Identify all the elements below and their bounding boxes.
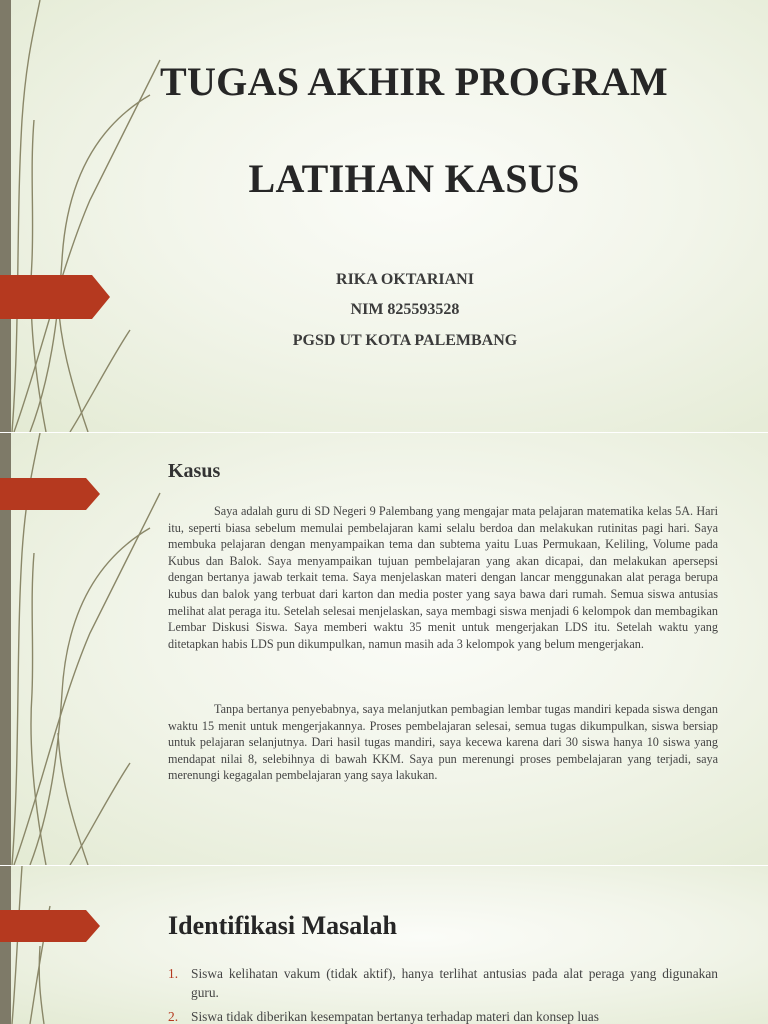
red-arrow-decoration [0,910,100,942]
problem-list [168,964,718,1024]
title-slide [0,0,768,432]
case-heading: Kasus [168,460,221,482]
title-line-2: LATIHAN KASUS [248,156,580,201]
red-arrow-decoration [0,478,100,510]
case-slide [0,433,768,865]
institution: PGSD UT KOTA PALEMBANG [292,332,518,349]
list-item [168,1007,718,1024]
problem-heading: Identifikasi Masalah [168,911,397,940]
student-id: NIM 825593528 [350,301,460,318]
title-line-1: TUGAS AKHIR PROGRAM [160,59,668,104]
list-item [168,964,718,1002]
list-item-text: Siswa kelihatan vakum (tidak aktif), hanya terlihat antusias pada alat peraga yang digunakan guru. [191,966,718,1000]
list-item-number: 2. [168,1009,179,1024]
list-item-text: Siswa tidak diberikan kesempatan bertanya terhadap materi dan konsep luas [191,1009,599,1024]
list-item-number: 1. [168,966,179,981]
problem-identification-slide [0,866,768,1024]
case-paragraph-2: Tanpa bertanya penyebabnya, saya melanjutkan pembagian lembar tugas mandiri kepada siswa dengan waktu 15 menit untuk mengerjakannya. Proses pembelajaran selesai, semua tugas dikumpulkan, siswa bersiap untuk pelajaran selanjutnya. Dari hasil tugas mandiri, saya kecewa karena dari 30 siswa hanya 10 siswa yang mendapat nilai 8, selebihnya di bawah KKM. Saya pun merenungi proses pembelajaran yang terjadi, saya merenungi kegagalan pembelajaran yang saya lakukan. [168,702,718,783]
case-paragraph-1: Saya adalah guru di SD Negeri 9 Palembang yang mengajar mata pelajaran matematika kelas 5A. Hari itu, seperti biasa sebelum memulai pembelajaran kami selalu berdoa dan melakukan rutinitas pagi hari. Saya membuka pelajaran dengan menyampaikan tema dan subtema yaitu Luas Permukaan, Keliling, Volume pada Kubus dan Balok. Saya menyampaikan tujuan pembelajaran yang akan dicapai, dan melakukan apersepsi dengan bertanya jawab terkait tema. Saya menjelaskan materi dengan lancar menggunakan alat peraga berupa kubus dan balok yang terbuat dari karton dan media poster yang saya bawa dari rumah. Semua siswa antusias melihat alat peraga itu. Setelah selesai menjelaskan, saya membagi siswa menjadi 6 kelompok dan membagikan Lembar Diskusi Siswa. Saya memberi waktu 35 menit untuk mengerjakan LDS itu. Setelah waktu yang ditetapkan habis LDS pun dikumpulkan, namun masih ada 3 kelompok yang belum mengerjakan. [168,504,718,651]
author-name: RIKA OKTARIANI [336,271,474,288]
